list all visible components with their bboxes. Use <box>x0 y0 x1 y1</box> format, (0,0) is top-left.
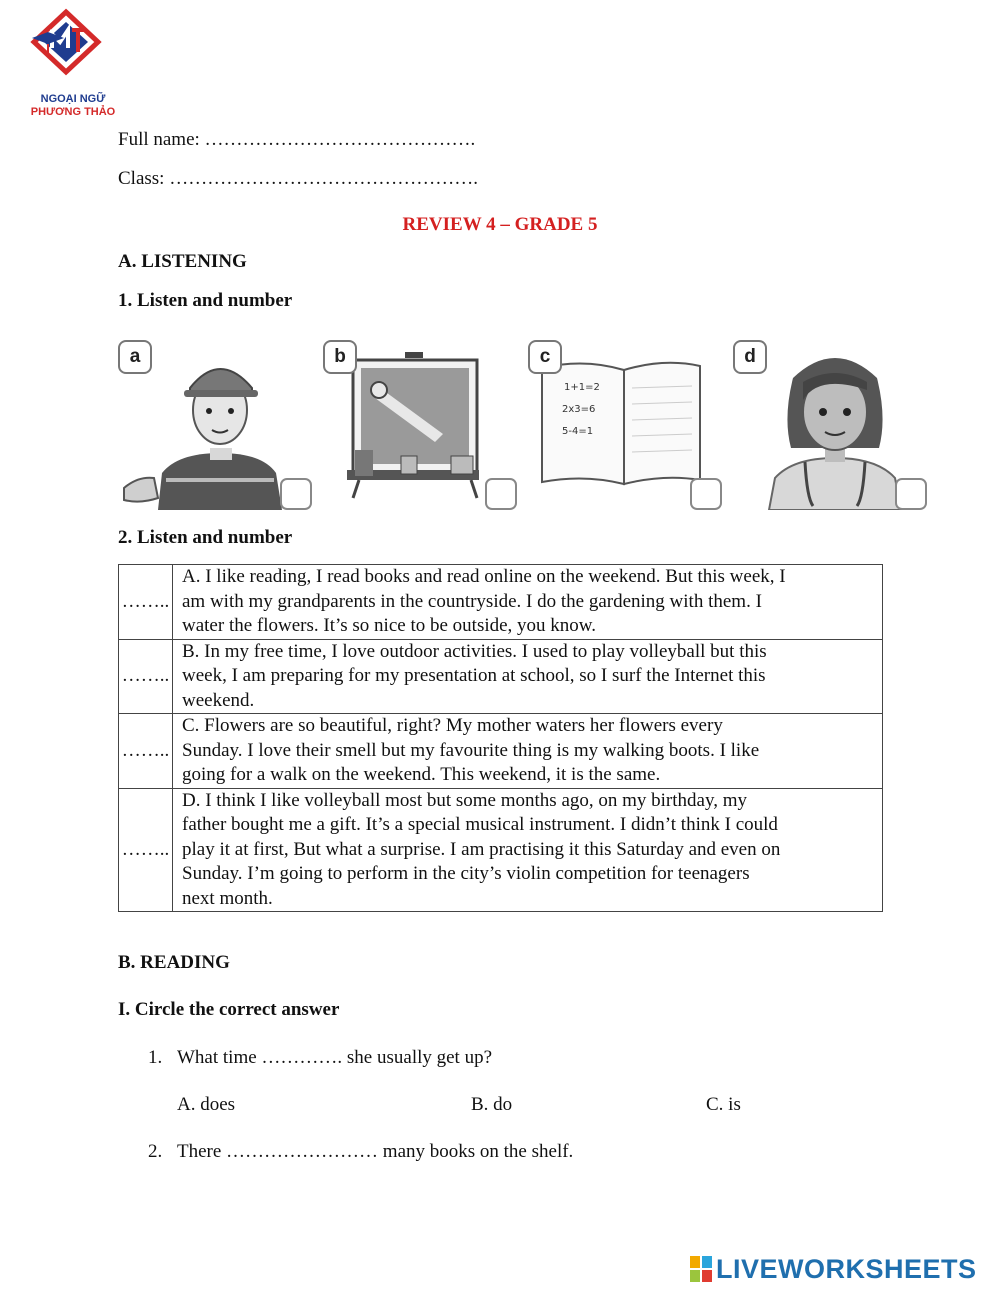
answer-blank[interactable]: …….. <box>119 565 173 640</box>
picture-b-label: b <box>323 340 357 374</box>
reading-part1-title: I. Circle the correct answer <box>118 999 340 1020</box>
question-number: 2. <box>148 1141 163 1162</box>
question-text: What time …………. she usually get up? <box>177 1047 493 1068</box>
svg-text:1+1=2: 1+1=2 <box>564 382 600 393</box>
passage-line: water the flowers. It’s so nice to be outside, you know. <box>182 615 597 636</box>
option-b[interactable]: B. do <box>471 1094 513 1115</box>
passage-line: C. Flowers are so beautiful, right? My mother waters her flowers every <box>182 715 723 736</box>
table-row <box>119 714 883 789</box>
table-row <box>119 565 883 640</box>
passage-line: father bought me a gift. It’s a special musical instrument. I didn’t think I could <box>182 814 778 835</box>
logo-text-line2: PHƯƠNG THẢO <box>30 106 116 118</box>
option-c[interactable]: C. is <box>706 1094 741 1115</box>
passage-line: Sunday. I love their smell but my favourite thing is my walking boots. I like <box>182 739 760 761</box>
picture-a-answer-box[interactable] <box>280 478 312 510</box>
picture-d <box>733 338 927 510</box>
picture-c-label: c <box>528 340 562 374</box>
passage-cell <box>173 788 883 912</box>
passage-line: play it at first, But what a surprise. I am practising it this Saturday and even on <box>182 838 781 860</box>
picture-c <box>528 338 722 510</box>
picture-b-answer-box[interactable] <box>485 478 517 510</box>
passage-cell <box>173 565 883 640</box>
table-row <box>119 639 883 714</box>
section-reading-heading: B. READING <box>118 952 230 973</box>
passage-line: D. I think I like volleyball most but some months ago, on my birthday, my <box>182 789 748 811</box>
picture-d-answer-box[interactable] <box>895 478 927 510</box>
passage-line: A. I like reading, I read books and read online on the weekend. But this week, I <box>182 566 786 587</box>
full-name-field[interactable]: Full name: ……………………………………. <box>118 129 476 150</box>
answer-blank[interactable]: …….. <box>119 639 173 714</box>
passage-line: B. In my free time, I love outdoor activities. I used to play volleyball but this <box>182 640 767 662</box>
picture-a-label: a <box>118 340 152 374</box>
picture-b <box>323 338 517 510</box>
passage-line: Sunday. I’m going to perform in the city’s violin competition for teenagers <box>182 863 750 884</box>
question-number: 1. <box>148 1047 163 1068</box>
answer-blank[interactable]: …….. <box>119 714 173 789</box>
answer-blank[interactable]: …….. <box>119 788 173 912</box>
passage-cell <box>173 639 883 714</box>
listening-part1-title: 1. Listen and number <box>118 290 293 311</box>
liveworksheets-logo-icon <box>690 1256 714 1284</box>
option-a[interactable]: A. does <box>177 1094 236 1115</box>
listening-table <box>118 564 883 912</box>
school-logo <box>28 8 118 119</box>
logo-text-line1: NGOẠI NGỮ <box>40 93 106 105</box>
svg-text:5-4=1: 5-4=1 <box>562 426 594 437</box>
picture-d-label: d <box>733 340 767 374</box>
listening-part2-title: 2. Listen and number <box>118 527 293 548</box>
passage-line: going for a walk on the weekend. This weekend, it is the same. <box>182 764 661 785</box>
svg-text:2x3=6: 2x3=6 <box>562 404 596 415</box>
passage-line: next month. <box>182 887 273 909</box>
picture-a <box>118 338 312 510</box>
question-1 <box>148 1047 492 1069</box>
passage-line: weekend. <box>182 689 255 711</box>
liveworksheets-wordmark: LIVEWORKSHEETS <box>716 1254 977 1284</box>
passage-line: week, I am preparing for my presentation at school, so I surf the Internet this <box>182 665 766 686</box>
page-title: REVIEW 4 – GRADE 5 <box>402 214 598 235</box>
table-row <box>119 788 883 912</box>
question-2 <box>148 1141 573 1163</box>
passage-line: am with my grandparents in the countryside. I do the gardening with them. I <box>182 590 762 612</box>
logo-emblem-icon <box>28 8 118 88</box>
section-listening-heading: A. LISTENING <box>118 251 247 272</box>
liveworksheets-brand <box>690 1254 990 1284</box>
class-field[interactable]: Class: …………………………………………. <box>118 168 478 189</box>
question-text: There …………………… many books on the shelf. <box>177 1141 574 1162</box>
picture-c-answer-box[interactable] <box>690 478 722 510</box>
passage-cell <box>173 714 883 789</box>
